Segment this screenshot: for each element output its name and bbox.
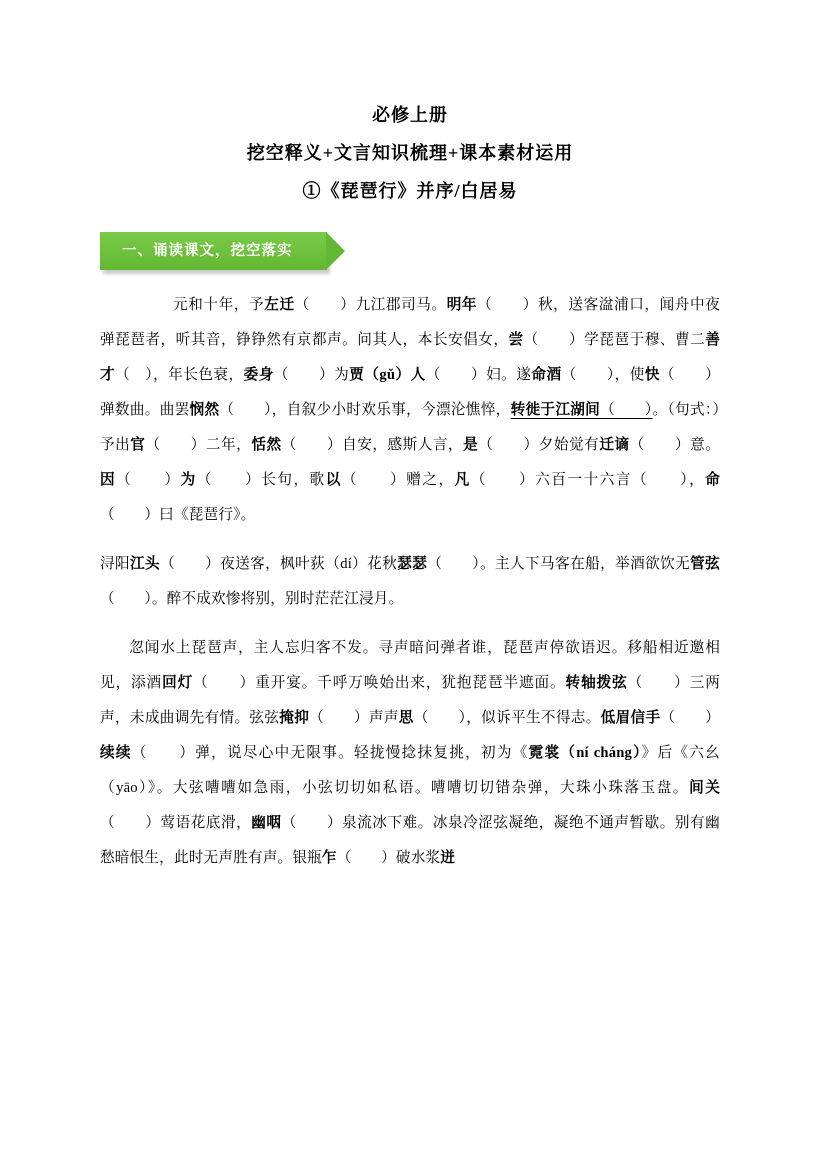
keyword-term: 低眉信手 xyxy=(600,710,661,726)
keyword-term: 明年 xyxy=(446,297,478,313)
keyword-term: 掩抑 xyxy=(279,710,310,726)
body-text: （ ）。醉不成欢惨将别，别时茫茫江浸月。 xyxy=(100,591,404,607)
keyword-term: 快 xyxy=(644,367,660,383)
body-text: 元和十年，予 xyxy=(173,297,265,313)
body-text: （ ）学琵琶于穆、曹二 xyxy=(523,332,706,348)
document-content xyxy=(100,96,720,876)
keyword-term: 贾（gǔ）人 xyxy=(349,367,426,383)
body-text: （ ）意。 xyxy=(629,437,721,453)
keyword-term: 幽咽 xyxy=(251,815,282,831)
body-text: （ ），年长色衰， xyxy=(115,367,244,383)
keyword-term: 以 xyxy=(325,472,342,488)
body-text: （ ）六百一十六言（ ）， xyxy=(470,472,706,488)
keyword-term: 思 xyxy=(398,710,414,726)
body-text: （ ）破水浆 xyxy=(336,850,441,866)
body-text: （ ），自叙少小时欢乐事，今漂沦憔悴， xyxy=(219,402,511,418)
body-text: （ ）三两声，未成曲调先有情。弦弦 xyxy=(100,675,721,726)
section-banner-wrap xyxy=(100,232,720,278)
keyword-term: 命酒 xyxy=(531,367,562,383)
title-line-2: 挖空释义+文言知识梳理+课本素材运用 xyxy=(246,143,574,163)
body-text: （ ）妇。遂 xyxy=(425,367,532,383)
document-title xyxy=(100,96,720,210)
keyword-term: 瑟瑟 xyxy=(397,556,428,572)
body-text: （ ），使 xyxy=(561,367,645,383)
body-text: （ ）曰《琵琶行》。 xyxy=(100,507,256,523)
keyword-term: 悯然 xyxy=(189,402,220,418)
keyword-term: 乍 xyxy=(321,850,337,866)
body-text: （ ）夕始觉有 xyxy=(478,437,600,453)
keyword-term: 迁谪 xyxy=(599,437,630,453)
keyword-term: 委身 xyxy=(243,367,274,383)
keyword-term: 转徙于江湖间 xyxy=(510,402,601,418)
keyword-term: 是 xyxy=(463,437,479,453)
body-text: （ ）二年， xyxy=(145,437,252,453)
keyword-term: 命 xyxy=(705,472,721,488)
keyword-term: 善才 xyxy=(100,332,721,383)
keyword-term: 为 xyxy=(180,472,197,488)
keyword-term: 间关 xyxy=(689,780,721,796)
body-text: （ ）莺语花底滑， xyxy=(100,815,252,831)
keyword-term: 续续 xyxy=(100,745,132,761)
keyword-term: 因 xyxy=(100,472,117,488)
body-text: （ ） xyxy=(600,402,653,418)
body-text: （ ）。主人下马客在船，举酒欲饮无 xyxy=(427,556,691,572)
keyword-term: 尝 xyxy=(508,332,524,348)
keyword-term: 管弦 xyxy=(690,556,720,572)
body-text: 忽闻水上琵琶声，主人忘归客不发。寻声暗问弹者谁，琵琶声停欲语迟。移船相近邀相见，添酒 xyxy=(100,640,720,691)
body-text: （ ）赠之， xyxy=(341,472,455,488)
body-text: （ ）为 xyxy=(273,367,350,383)
section-banner xyxy=(100,232,327,270)
paragraph-stanza-1 xyxy=(100,547,720,617)
body-text: 。（句式：）予出 xyxy=(100,402,721,453)
body-text: （ ）秋，送客湓浦口，闻舟中夜弹琵琶者，听其音，铮铮然有京都声。问其人，本长安倡女， xyxy=(100,297,721,348)
keyword-term: 左迁 xyxy=(264,297,295,313)
title-line-1: 必修上册 xyxy=(372,105,448,125)
body-text: （ ）自安，感斯人言， xyxy=(281,437,464,453)
keyword-term: 霓裳（ní cháng） xyxy=(528,745,642,761)
body-text: （ ）弹数曲。曲罢 xyxy=(100,367,720,418)
body-text: 》后《六幺（yāo）》。大弦嘈嘈如急雨，小弦切切如私语。嘈嘈切切错杂弹，大珠小珠落玉盘。 xyxy=(100,745,720,796)
body-text: （ ） xyxy=(660,710,721,726)
paragraph-stanza-2 xyxy=(100,631,720,876)
body-text: （ ），似诉平生不得志。 xyxy=(413,710,601,726)
keyword-term: 凡 xyxy=(454,472,471,488)
body-text: （ ）九江郡司马。 xyxy=(294,297,447,313)
keyword-term: 迸 xyxy=(440,850,456,866)
body-text: （ ）声声 xyxy=(309,710,399,726)
body-text: （ ）重开宴。千呼万唤始出来，犹抱琵琶半遮面。 xyxy=(193,675,566,691)
paragraph-preface xyxy=(100,288,720,533)
body-text: （ ） xyxy=(116,472,181,488)
keyword-term: 转轴拨弦 xyxy=(565,675,628,691)
body-text: （ ）弹，说尽心中无限事。轻拢慢捻抹复挑，初为《 xyxy=(131,745,529,761)
section-banner-label: 一、诵读课文，挖空落实 xyxy=(122,243,293,259)
keyword-term: 江头 xyxy=(130,556,161,572)
keyword-term: 回灯 xyxy=(162,675,194,691)
body-text: （ ）泉流冰下难。冰泉冷涩弦凝绝，凝绝不通声暂歇。别有幽愁暗恨生，此时无声胜有声。银瓶 xyxy=(100,815,720,866)
keyword-term: 官 xyxy=(130,437,146,453)
title-line-3: ①《琵琶行》并序/白居易 xyxy=(302,181,518,201)
body-text: 浔阳 xyxy=(100,556,131,572)
body-text: （ ）长句，歌 xyxy=(196,472,326,488)
keyword-term: 恬然 xyxy=(251,437,282,453)
body-text: （ ）夜送客，枫叶荻（dí）花秋 xyxy=(160,556,398,572)
